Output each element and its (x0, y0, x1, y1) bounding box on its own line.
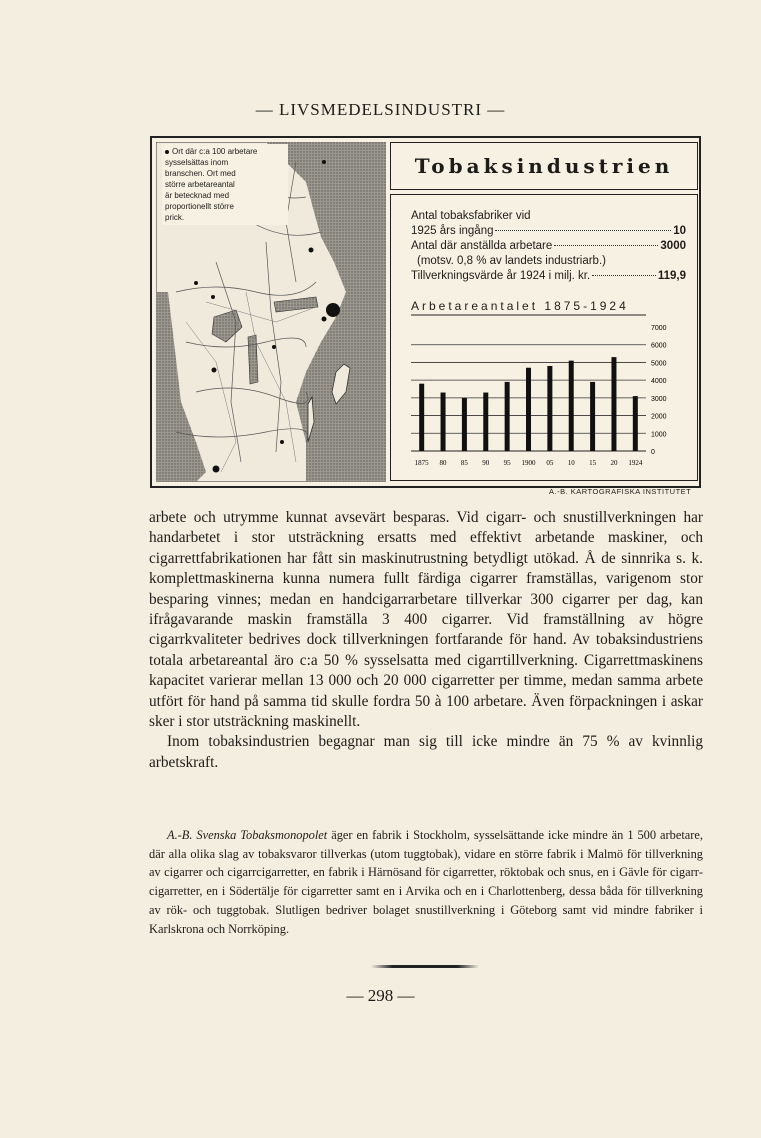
x-tick-label: 05 (546, 459, 554, 467)
figure-title: Tobaksindustrien (390, 142, 698, 190)
tobacco-industry-figure (150, 136, 701, 488)
y-tick-label: 2000 (651, 413, 667, 421)
x-tick-label: 95 (503, 459, 511, 467)
y-tick-label: 0 (651, 449, 655, 456)
stat-row: (motsv. 0,8 % av landets industriarb.) (417, 255, 606, 267)
y-tick-label: 6000 (651, 342, 667, 350)
bar (462, 398, 467, 451)
x-tick-label: 1924 (628, 459, 643, 467)
bar (419, 384, 424, 451)
bar (611, 357, 616, 451)
decorative-rule (371, 965, 479, 968)
company-name: A.-B. Svenska Tobaksmonopolet (167, 828, 328, 842)
y-tick-label: 4000 (651, 378, 667, 386)
stat-row: Tillverkningsvärde år 1924 i milj. kr. 119,9 (411, 270, 686, 282)
x-tick-label: 15 (589, 459, 597, 467)
bullet-dot-icon (165, 150, 169, 154)
map-legend: Ort där c:a 100 arbetare sysselsättas inom branschen. Ort med större arbetareantal är betecknad med proportionellt större prick. (162, 144, 288, 225)
bar (526, 368, 531, 451)
running-head: — LIVSMEDELSINDUSTRI — (255, 100, 506, 119)
y-tick-label: 5000 (651, 360, 667, 368)
bar (441, 393, 446, 451)
y-tick-label: 1000 (651, 431, 667, 439)
stat-row: Antal där anställda arbetare 3000 (411, 240, 686, 252)
stat-row: Antal tobaksfabriker vid (411, 210, 531, 222)
x-tick-label: 80 (439, 459, 447, 467)
stat-row: 1925 års ingång 10 (411, 225, 686, 237)
map-credit: A.-B. KARTOGRAFISKA INSTITUTET (549, 487, 692, 496)
x-tick-label: 20 (610, 459, 618, 467)
y-tick-label: 7000 (651, 325, 667, 332)
x-tick-label: 10 (567, 459, 575, 467)
bar (633, 396, 638, 451)
workers-bar-chart (391, 195, 697, 480)
body-text (149, 508, 703, 773)
y-tick-label: 3000 (651, 395, 667, 403)
chart-title: Arbetareantalet 1875-1924 (411, 299, 629, 313)
x-tick-label: 1900 (521, 459, 536, 467)
page-number: — 298 — (346, 986, 415, 1005)
x-tick-label: 90 (482, 459, 490, 467)
vattern (248, 335, 258, 384)
paragraph: arbete och utrymme kunnat avsevärt besparas. Vid cigarr- och snustillverkningen har handarbetet i stor utsträckning ersatts med effektivt arbetande maskiner, och cigarrettfabrikationen har fått sin maskinutrustning betydligt utökad. Å de sinnrika s. k. komplettmaskinerna kunna numera fullt färdiga cigarrer framställas, varigenom stor besparing vinnes; medan en handcigarrarbetare tillverkar 300 cigarrer per dag, kan ifrågavarande maskin framställa 3 400 cigarrer. Vid framställning av högre cigarrkvaliteter bedrives dock tillverkningen fortfarande för hand. Av tobaksindustriens totala arbetareantal äro c:a 50 % sysselsatta med cigarrtillverkning. Cigarrettmaskinens kapacitet varierar mellan 13 000 och 20 000 cigarretter per timme, medan samma arbete utfört för hand på samma tid skulle fordra 50 à 100 arbetare. Även förpackningen i askar sker i stor utsträckning maskinellt. (149, 509, 703, 731)
x-tick-label: 85 (460, 459, 468, 467)
bar (483, 393, 488, 451)
bar (569, 361, 574, 451)
paragraph: Inom tobaksindustrien begagnar man sig till icke mindre än 75 % av kvinnlig arbetskraft. (149, 733, 703, 771)
x-tick-label: 1875 (414, 459, 429, 467)
note-paragraph: A.-B. Svenska Tobaksmonopolet äger en fabrik i Stockholm, sysselsättande icke mindre än 1 500 arbetare, där alla olika slag av tobaksvaror tillverkas (utom tuggtobak), vidare en större fabrik i Malmö för tillverkning av cigarrer och cigarrcigarretter, en fabrik i Härnösand för cigarretter, röktobak och snus, en i Gävle för cigarrcigarretter, en i Södertälje för cigarretter samt en i Arvika och en i Charlottenberg, dessa båda för tillverkning av rök- och tuggtobak. Slutligen bedriver bolaget snustillverkning i Göteborg samt vid mindre fabriker i Karlskrona och Norrköping. (149, 828, 704, 936)
stats-panel (390, 194, 698, 481)
bar (547, 366, 552, 451)
bar (505, 382, 510, 451)
bar (590, 382, 595, 451)
